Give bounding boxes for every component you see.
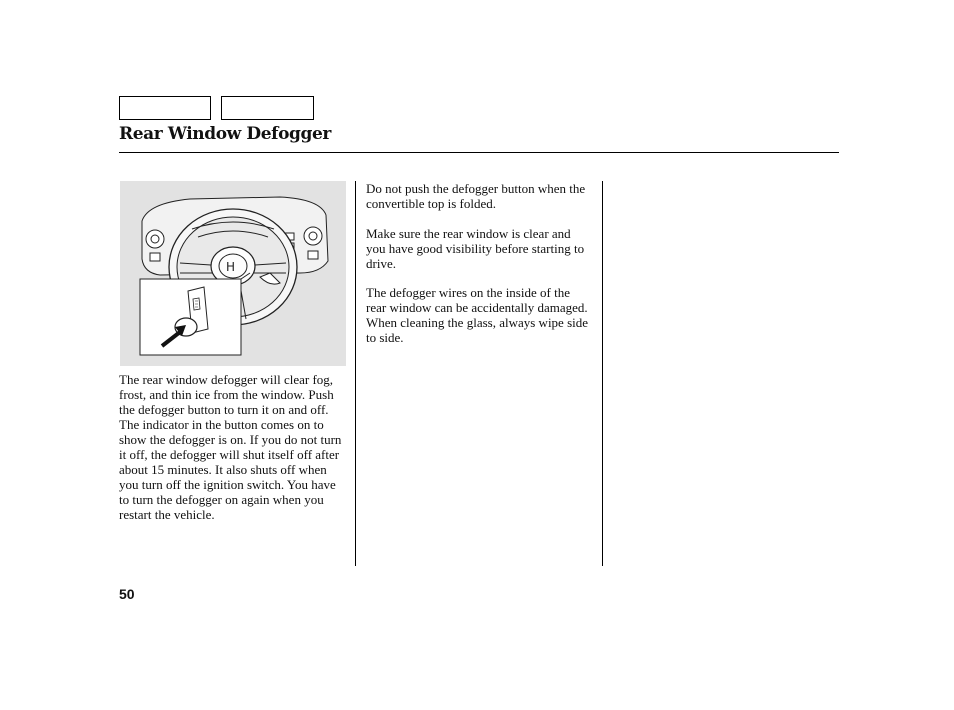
title-divider xyxy=(119,152,839,153)
page-title: Rear Window Defogger xyxy=(119,124,331,144)
nav-tab-box-right[interactable] xyxy=(221,96,314,120)
column-divider-right xyxy=(602,181,603,566)
column-divider-left xyxy=(355,181,356,566)
visibility-note-paragraph: Make sure the rear window is clear and you have good visibility before starting to drive. xyxy=(366,226,585,271)
defogger-description-paragraph: The rear window defogger will clear fog, frost, and thin ice from the window. Push the defogger button to turn it on and off. The indicator in the button comes on to show the defogger is on. If you do not turn it off, the defogger will shut itself off after about 15 minutes. It also shuts off when you turn off the ignition switch. You have to turn the defogger on again when you restart the vehicle. xyxy=(119,372,342,522)
defogger-illustration xyxy=(120,181,346,366)
steering-wheel-dashboard-icon xyxy=(120,181,346,366)
page-number: 50 xyxy=(119,586,135,602)
folded-top-warning-paragraph: Do not push the defogger button when the convertible top is folded. xyxy=(366,181,586,211)
svg-text:H: H xyxy=(226,260,236,274)
nav-tab-box-left[interactable] xyxy=(119,96,211,120)
cleaning-note-paragraph: The defogger wires on the inside of the rear window can be accidentally damaged. When cleaning the glass, always wipe side to side. xyxy=(366,285,589,345)
